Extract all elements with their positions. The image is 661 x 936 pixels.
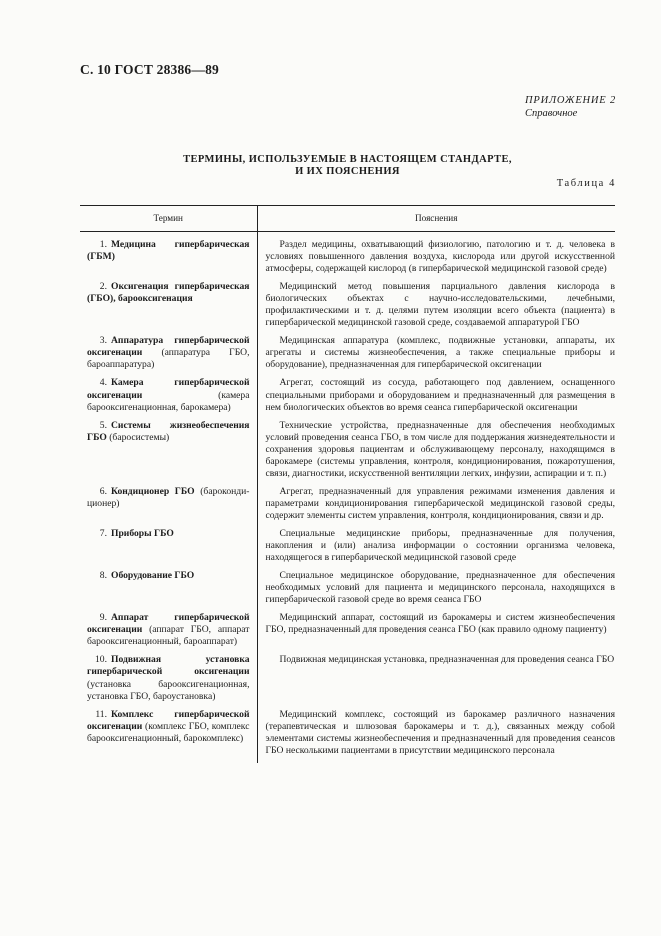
table-row bbox=[80, 528, 615, 570]
term-cell bbox=[80, 335, 257, 377]
explanation-text: Агрегат, предназначенный для управления режимами изменения давления и параметрами кондиционирования гипербарической медицинской газовой среды, содержит элементы систем управления, контроля, кондиционирования, связи и др. bbox=[265, 485, 615, 521]
term-cell bbox=[80, 420, 257, 486]
term-name: Кондиционер ГБО bbox=[111, 485, 195, 497]
document-title-line2: И ИХ ПОЯСНЕНИЯ bbox=[295, 166, 400, 177]
term-cell bbox=[80, 612, 257, 654]
term-number: 6. bbox=[99, 485, 107, 497]
explanation-cell bbox=[257, 612, 615, 654]
term-name: Аппаратура гипербарической оксигенации bbox=[87, 335, 250, 359]
explanation-text: Технические устройства, предназначенные для обеспечения необходимых условий проведения сеанса ГБО, в том числе для поддержания жизнедеятельности и сохранения здоровья пациентам и обслуживающему персоналу, находящимся в барокамере (системы управления, контроля, кондиционирования, пожаротушения, связи, диагностики, искусственной вентиляции легких, инфузии, аспирации и т. п.) bbox=[265, 419, 615, 479]
table-row bbox=[80, 486, 615, 528]
explanation-text: Медицинская аппаратура (комплекс, подвижные установки, аппараты, их агрегаты и системы жизнеобеспечения, а также специальные приборы и оборудование), предназначенная для гипербарической оксигенации bbox=[265, 335, 615, 371]
table-row bbox=[80, 281, 615, 335]
table-row bbox=[80, 232, 615, 282]
appendix-subtitle: Справочное bbox=[525, 108, 578, 119]
term-number: 5. bbox=[99, 419, 107, 431]
term-number: 1. bbox=[99, 239, 107, 250]
term-number: 4. bbox=[99, 377, 107, 389]
table-row bbox=[80, 335, 615, 377]
explanation-text: Медицинский метод повышения парциального давления кислорода в биологических объектах с научно-исследовательскими, лечебными, профилактическими и т. д. целями путем изоляции всего объекта (пациента) в гипербарической медицинской газовой среде, создаваемой аппаратурой ГБО bbox=[265, 281, 615, 329]
term-name: Комплекс гипербарической оксигенации bbox=[87, 708, 250, 732]
appendix-title: ПРИЛОЖЕНИЕ 2 bbox=[525, 95, 616, 106]
appendix-block bbox=[525, 94, 616, 120]
term-name: Аппарат гипербарической оксигенации bbox=[87, 612, 250, 636]
term-cell bbox=[80, 486, 257, 528]
term-name: Оксигенация гипербарическая (ГБО), барооксигенация bbox=[87, 281, 250, 305]
document-title-line1: ТЕРМИНЫ, ИСПОЛЬЗУЕМЫЕ В НАСТОЯЩЕМ СТАНДАРТЕ, bbox=[183, 154, 512, 165]
term-cell bbox=[80, 528, 257, 570]
term-number: 10. bbox=[95, 654, 107, 666]
column-header-explanation: Пояснения bbox=[257, 206, 615, 232]
term-cell bbox=[80, 377, 257, 419]
term-synonyms: (аппарат ГБО, аппарат барооксигенационный, бароаппарат) bbox=[87, 624, 250, 648]
explanation-text: Подвижная медицинская установка, предназначенная для проведения сеанса ГБО bbox=[279, 654, 615, 666]
term-synonyms: (комплекс ГБО, комплекс барооксигенационный, барокомплекс) bbox=[87, 720, 250, 744]
explanation-text: Агрегат, состоящий из сосуда, работающего под давлением, оснащенного специальными приборами и оборудованием и предназначенный для размещения в нем биологических объектов во время сеанса гипербарической оксигенации bbox=[265, 377, 615, 413]
table-row bbox=[80, 612, 615, 654]
explanation-cell bbox=[257, 570, 615, 612]
explanation-cell bbox=[257, 486, 615, 528]
table-header-row bbox=[80, 206, 615, 232]
term-name: Подвижная установка гипербарической оксигенации bbox=[87, 654, 250, 678]
explanation-cell bbox=[257, 420, 615, 486]
term-number: 8. bbox=[99, 570, 107, 582]
explanation-text: Раздел медицины, охватывающий физиологию, патологию и т. д. человека в условиях повышенного давления воздуха, кислорода или другой искусственной атмосферы, содержащей кислород (в гипербарической медицинской газовой среде) bbox=[265, 239, 615, 275]
table-row bbox=[80, 709, 615, 763]
term-name: Системы жизнеобеспечения ГБО bbox=[87, 419, 250, 443]
explanation-text: Специальное медицинское оборудование, предназначенное для обеспечения необходимых условий для пациента и медицинского персонала, находящихся в гипербарической газовой среде во время сеанса ГБО bbox=[265, 570, 615, 606]
terms-table bbox=[80, 205, 615, 763]
explanation-text: Медицинский аппарат, состоящий из барокамеры и систем жизнеобеспечения ГБО, предназначенный для проведения сеанса ГБО (как правило одному пациенту) bbox=[265, 612, 615, 636]
explanation-text: Медицинский комплекс, состоящий из барокамер различного назначения (терапевтическая и шлюзовая барокамеры и т. д.), связанных между собой элементами системы жизнеобеспечения и предназначенный для проведения сеансов ГБО несколькими пациентами в присутствии медицинского персонала bbox=[265, 708, 615, 756]
term-number: 11. bbox=[95, 708, 107, 720]
term-synonyms: (камера барооксигенационная, барокамера) bbox=[87, 389, 250, 413]
term-cell bbox=[80, 709, 257, 763]
term-synonyms: (баросистемы) bbox=[106, 431, 170, 443]
term-synonyms: (барокондиционер) bbox=[87, 485, 250, 509]
term-number: 2. bbox=[99, 281, 107, 293]
explanation-cell bbox=[257, 377, 615, 419]
table-row bbox=[80, 377, 615, 419]
term-cell bbox=[80, 654, 257, 708]
table-row bbox=[80, 654, 615, 708]
table-row bbox=[80, 420, 615, 486]
term-name: Приборы ГБО bbox=[111, 527, 174, 539]
explanation-cell bbox=[257, 528, 615, 570]
page-header: С. 10 ГОСТ 28386—89 bbox=[80, 62, 219, 77]
term-synonyms: (установка барооксигенационная, установка ГБО, бароустановка) bbox=[87, 678, 250, 702]
term-name: Оборудование ГБО bbox=[111, 570, 195, 582]
term-number: 7. bbox=[99, 527, 107, 539]
explanation-text: Специальные медицинские приборы, предназначенные для получения, накопления и (или) анализа информации о состоянии организма человека, находящегося в гипербарической медицинской газовой среде bbox=[265, 527, 615, 564]
term-cell bbox=[80, 281, 257, 335]
explanation-cell bbox=[257, 709, 615, 763]
term-name: Камера гипербарической оксигенации bbox=[87, 377, 250, 401]
term-cell bbox=[80, 232, 257, 282]
table-label: Таблица 4 bbox=[556, 178, 616, 189]
term-name: Медицина гипербарическая (ГБМ) bbox=[87, 239, 250, 263]
document-title bbox=[80, 154, 615, 178]
explanation-cell bbox=[257, 232, 615, 282]
explanation-cell bbox=[257, 281, 615, 335]
explanation-cell bbox=[257, 654, 615, 708]
table-row bbox=[80, 570, 615, 612]
term-cell bbox=[80, 570, 257, 612]
term-number: 9. bbox=[99, 612, 107, 624]
term-synonyms: (аппаратура ГБО, бароаппаратура) bbox=[87, 347, 250, 371]
explanation-cell bbox=[257, 335, 615, 377]
column-header-term: Термин bbox=[80, 206, 257, 232]
term-number: 3. bbox=[99, 335, 107, 347]
